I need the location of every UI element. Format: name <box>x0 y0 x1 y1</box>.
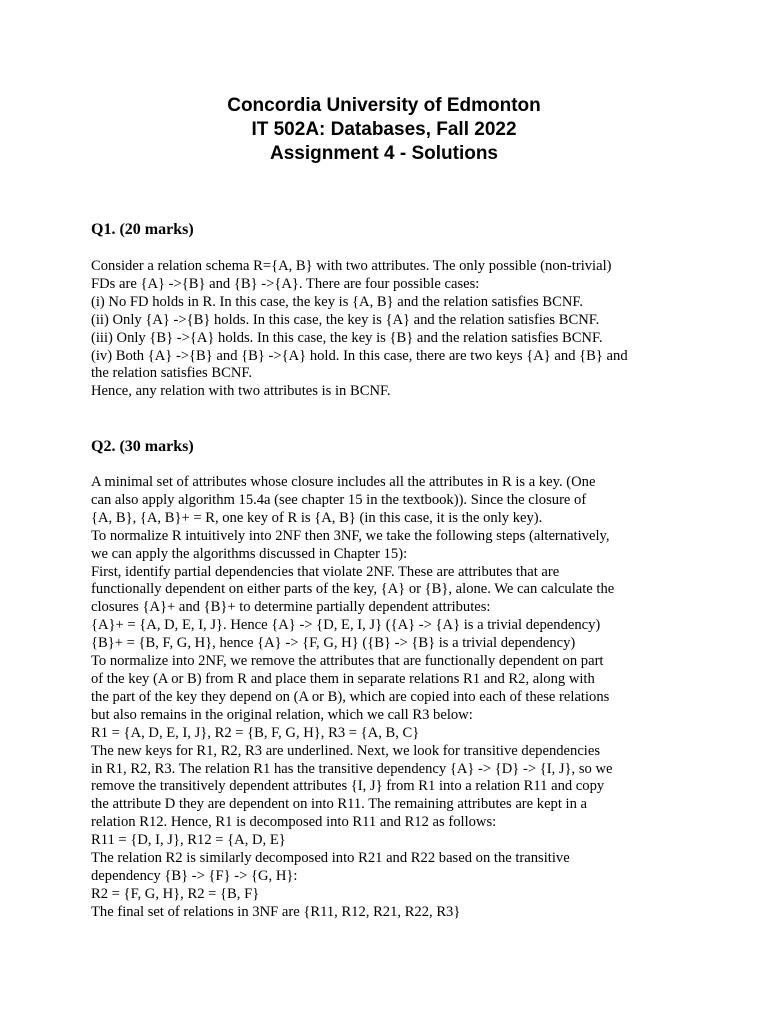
q2-heading: Q2. (30 marks) <box>91 438 194 455</box>
q2-line: functionally dependent on either parts of the key, {A} or {B}, alone. We can calculate the <box>91 581 615 598</box>
q1-line: Hence, any relation with two attributes is in BCNF. <box>91 383 391 400</box>
q2-line: To normalize R intuitively into 2NF then 3NF, we take the following steps (alternatively, <box>91 527 610 544</box>
q2-line: A minimal set of attributes whose closure includes all the attributes in R is a key. (One <box>91 474 596 490</box>
q2-line: First, identify partial dependencies that violate 2NF. These are attributes that are <box>91 563 560 580</box>
q2-line: but also remains in the original relation, which we call R3 below: <box>91 706 473 723</box>
q2-line: {B}+ = {B, F, G, H}, hence {A} -> {F, G, H} ({B} -> {B} is a trivial dependency) <box>91 635 576 652</box>
q1-line: the relation satisfies BCNF. <box>91 365 252 382</box>
document-title <box>0 94 768 166</box>
q2-line: we can apply the algorithms discussed in Chapter 15): <box>91 545 408 562</box>
assignment-title: Assignment 4 - Solutions <box>269 143 499 164</box>
q2-line: R1 = {A, D, E, I, J}, R2 = {B, F, G, H}, R3 = {A, B, C} <box>91 724 420 741</box>
q1-line: (i) No FD holds in R. In this case, the key is {A, B} and the relation satisfies BCNF. <box>91 293 583 310</box>
q2-line: in R1, R2, R3. The relation R1 has the transitive dependency {A} -> {D} -> {I, J}, so we <box>91 760 613 777</box>
q2-line: To normalize into 2NF, we remove the attributes that are functionally dependent on part <box>91 653 604 670</box>
q1-line: (iv) Both {A} ->{B} and {B} ->{A} hold. In this case, there are two keys {A} and {B} and <box>91 347 628 364</box>
q1-heading: Q1. (20 marks) <box>91 221 194 238</box>
q2-line: {A}+ = {A, D, E, I, J}. Hence {A} -> {D, E, I, J} ({A} -> {A} is a trivial dependency) <box>91 617 601 634</box>
q2-line: relation R12. Hence, R1 is decomposed into R11 and R12 as follows: <box>91 814 497 831</box>
q2-line: of the key (A or B) from R and place them in separate relations R1 and R2, along with <box>91 670 595 687</box>
q2-line: the attribute D they are dependent on into R11. The remaining attributes are kept in a <box>91 796 588 813</box>
q2-line: {A, B}, {A, B}+ = R, one key of R is {A, B} (in this case, it is the only key). <box>91 509 543 526</box>
q2-line: R11 = {D, I, J}, R12 = {A, D, E} <box>91 832 286 849</box>
q1-line: (iii) Only {B} ->{A} holds. In this case, the key is {B} and the relation satisfies BCNF. <box>91 329 603 346</box>
q2-answer <box>91 474 691 922</box>
q1-line: Consider a relation schema R={A, B} with two attributes. The only possible (non-trivial) <box>91 258 612 274</box>
q1-line: (ii) Only {A} ->{B} holds. In this case, the key is {A} and the relation satisfies BCNF. <box>91 311 600 328</box>
q2-line: The final set of relations in 3NF are {R11, R12, R21, R22, R3} <box>91 903 461 920</box>
q2-line: the part of the key they depend on (A or B), which are copied into each of these relations <box>91 688 610 705</box>
course-title: IT 502A: Databases, Fall 2022 <box>251 119 517 140</box>
q1-line: FDs are {A} ->{B} and {B} ->{A}. There are four possible cases: <box>91 275 480 292</box>
q2-line: remove the transitively dependent attributes {I, J} from R1 into a relation R11 and copy <box>91 778 605 795</box>
university-title: Concordia University of Edmonton <box>227 95 541 116</box>
q2-line: The new keys for R1, R2, R3 are underlined. Next, we look for transitive dependencies <box>91 742 601 759</box>
q2-line: closures {A}+ and {B}+ to determine partially dependent attributes: <box>91 599 491 616</box>
q2-line: can also apply algorithm 15.4a (see chapter 15 in the textbook)). Since the closure of <box>91 491 587 508</box>
q2-line: R2 = {F, G, H}, R2 = {B, F} <box>91 885 260 902</box>
q2-line: dependency {B} -> {F} -> {G, H}: <box>91 867 298 884</box>
q2-line: The relation R2 is similarly decomposed into R21 and R22 based on the transitive <box>91 850 570 867</box>
q1-answer <box>91 258 691 401</box>
